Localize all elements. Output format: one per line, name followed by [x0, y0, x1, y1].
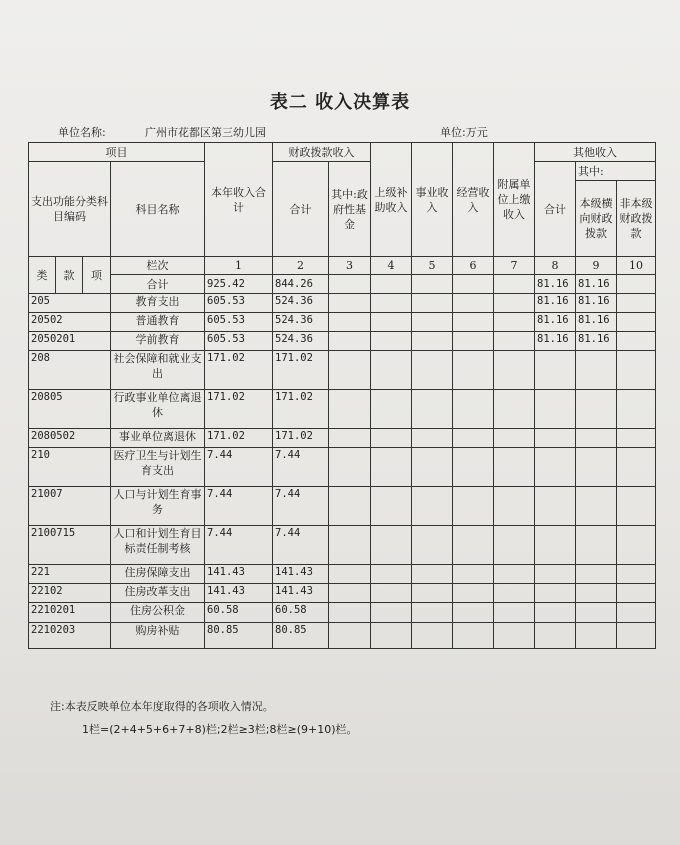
row-col-4 [371, 526, 412, 565]
table-row-total [29, 275, 656, 294]
header-other-b: 非本级财政拨款 [617, 181, 656, 257]
row-col-9 [576, 603, 617, 623]
table-row [29, 313, 656, 332]
row-code: 221 [29, 565, 111, 584]
row-col-9 [576, 526, 617, 565]
row-col-6 [453, 275, 494, 294]
row-col-7 [494, 313, 535, 332]
row-name: 人口与计划生育事务 [111, 487, 205, 526]
row-col-2: 171.02 [273, 390, 329, 429]
row-col-10 [617, 623, 656, 649]
row-col-8: 81.16 [535, 275, 576, 294]
table-row [29, 487, 656, 526]
row-name: 住房改革支出 [111, 584, 205, 603]
row-col-3 [329, 565, 371, 584]
row-name: 社会保障和就业支出 [111, 351, 205, 390]
row-col-5 [412, 275, 453, 294]
row-col-6 [453, 294, 494, 313]
row-col-5 [412, 313, 453, 332]
row-code: 2080502 [29, 429, 111, 448]
row-col-2: 60.58 [273, 603, 329, 623]
header-other-of: 其中: [576, 162, 656, 181]
row-col-2: 141.43 [273, 584, 329, 603]
row-col-6 [453, 332, 494, 351]
table-row [29, 448, 656, 487]
row-col-2: 524.36 [273, 332, 329, 351]
row-col-3 [329, 429, 371, 448]
row-col-4 [371, 584, 412, 603]
row-col-9 [576, 390, 617, 429]
row-col-10 [617, 313, 656, 332]
row-col-8 [535, 390, 576, 429]
row-col-6 [453, 526, 494, 565]
row-col-7 [494, 623, 535, 649]
row-col-9 [576, 487, 617, 526]
row-col-1: 80.85 [205, 623, 273, 649]
row-col-8 [535, 623, 576, 649]
table-body [29, 294, 656, 649]
row-col-5 [412, 390, 453, 429]
row-code: 21007 [29, 487, 111, 526]
income-table [28, 142, 656, 649]
col-index-4: 4 [371, 257, 412, 275]
unit-name: 广州市花都区第三幼儿园 [145, 126, 266, 139]
row-col-2: 80.85 [273, 623, 329, 649]
row-col-9: 81.16 [576, 332, 617, 351]
row-col-8 [535, 584, 576, 603]
col-index-9: 9 [576, 257, 617, 275]
row-col-8 [535, 487, 576, 526]
row-col-2: 844.26 [273, 275, 329, 294]
row-col-1: 7.44 [205, 526, 273, 565]
row-col-10 [617, 332, 656, 351]
row-col-1: 60.58 [205, 603, 273, 623]
header-subject-name: 科目名称 [111, 162, 205, 257]
header-lei: 类 [29, 257, 56, 294]
row-col-1: 141.43 [205, 584, 273, 603]
row-col-3 [329, 487, 371, 526]
row-col-3 [329, 294, 371, 313]
header-fiscal-total: 合计 [273, 162, 329, 257]
header-row-1 [29, 143, 656, 162]
row-code: 20805 [29, 390, 111, 429]
row-col-5 [412, 526, 453, 565]
row-col-9 [576, 584, 617, 603]
row-col-3 [329, 603, 371, 623]
row-col-10 [617, 584, 656, 603]
row-col-7 [494, 429, 535, 448]
row-col-4 [371, 294, 412, 313]
unit-label: 单位:万元 [440, 126, 488, 139]
row-col-1: 605.53 [205, 294, 273, 313]
header-kuan: 款 [56, 257, 83, 294]
table-row [29, 565, 656, 584]
row-code: 2210203 [29, 623, 111, 649]
table-row [29, 351, 656, 390]
row-name: 教育支出 [111, 294, 205, 313]
row-col-6 [453, 565, 494, 584]
row-col-10 [617, 294, 656, 313]
header-total-income: 本年收入合计 [205, 143, 273, 257]
row-col-5 [412, 448, 453, 487]
row-code: 2100715 [29, 526, 111, 565]
row-col-4 [371, 275, 412, 294]
row-col-5 [412, 584, 453, 603]
row-code: 208 [29, 351, 111, 390]
header-func-code: 支出功能分类科目编码 [29, 162, 111, 257]
row-col-10 [617, 565, 656, 584]
row-col-10 [617, 275, 656, 294]
row-col-8: 81.16 [535, 294, 576, 313]
row-col-5 [412, 565, 453, 584]
table-row [29, 332, 656, 351]
row-col-7 [494, 565, 535, 584]
column-index-row [29, 257, 656, 275]
row-col-1: 7.44 [205, 448, 273, 487]
row-col-1: 171.02 [205, 390, 273, 429]
row-code: 205 [29, 294, 111, 313]
row-col-10 [617, 603, 656, 623]
row-col-3 [329, 332, 371, 351]
row-col-8 [535, 429, 576, 448]
row-col-1: 171.02 [205, 429, 273, 448]
row-col-7 [494, 448, 535, 487]
col-index-6: 6 [453, 257, 494, 275]
header-xiang: 项 [83, 257, 111, 294]
row-col-1: 605.53 [205, 332, 273, 351]
table-row [29, 526, 656, 565]
header-other: 其他收入 [535, 143, 656, 162]
row-col-8 [535, 526, 576, 565]
header-fiscal-fund: 其中:政府性基金 [329, 162, 371, 257]
row-name: 合计 [111, 275, 205, 294]
row-col-8 [535, 448, 576, 487]
row-name: 医疗卫生与计划生育支出 [111, 448, 205, 487]
row-col-4 [371, 565, 412, 584]
row-col-3 [329, 448, 371, 487]
col-index-8: 8 [535, 257, 576, 275]
row-col-6 [453, 429, 494, 448]
row-col-6 [453, 584, 494, 603]
row-col-5 [412, 487, 453, 526]
row-col-1: 925.42 [205, 275, 273, 294]
row-col-7 [494, 294, 535, 313]
row-name: 普通教育 [111, 313, 205, 332]
row-col-8 [535, 603, 576, 623]
row-col-6 [453, 603, 494, 623]
row-col-7 [494, 487, 535, 526]
row-col-2: 7.44 [273, 526, 329, 565]
row-name: 购房补贴 [111, 623, 205, 649]
row-col-8 [535, 565, 576, 584]
row-name: 住房公积金 [111, 603, 205, 623]
row-name: 学前教育 [111, 332, 205, 351]
page-title: 表二 收入决算表 [269, 92, 411, 113]
row-col-2: 141.43 [273, 565, 329, 584]
row-col-7 [494, 584, 535, 603]
row-col-5 [412, 429, 453, 448]
unit-name-label: 单位名称: [58, 126, 106, 139]
row-col-10 [617, 390, 656, 429]
row-col-4 [371, 487, 412, 526]
row-col-9 [576, 565, 617, 584]
row-code: 20502 [29, 313, 111, 332]
table-row [29, 294, 656, 313]
table-row [29, 603, 656, 623]
row-col-9 [576, 429, 617, 448]
row-col-2: 171.02 [273, 351, 329, 390]
table-row [29, 390, 656, 429]
row-col-8: 81.16 [535, 313, 576, 332]
row-name: 行政事业单位离退休 [111, 390, 205, 429]
table-row [29, 429, 656, 448]
row-col-2: 7.44 [273, 448, 329, 487]
header-other-total: 合计 [535, 162, 576, 257]
col-index-2: 2 [273, 257, 329, 275]
row-col-9: 81.16 [576, 313, 617, 332]
col-index-5: 5 [412, 257, 453, 275]
row-col-3 [329, 351, 371, 390]
header-superior: 上级补助收入 [371, 143, 412, 257]
row-col-9 [576, 623, 617, 649]
row-col-4 [371, 313, 412, 332]
row-col-3 [329, 526, 371, 565]
row-name: 人口和计划生育目标责任制考核 [111, 526, 205, 565]
row-col-7 [494, 351, 535, 390]
row-col-4 [371, 448, 412, 487]
row-col-4 [371, 390, 412, 429]
row-col-2: 7.44 [273, 487, 329, 526]
row-col-1: 605.53 [205, 313, 273, 332]
row-col-3 [329, 275, 371, 294]
row-col-8: 81.16 [535, 332, 576, 351]
note-line-1: 注:本表反映单位本年度取得的各项收入情况。 [50, 700, 274, 713]
row-col-9: 81.16 [576, 275, 617, 294]
row-code: 2050201 [29, 332, 111, 351]
row-col-1: 141.43 [205, 565, 273, 584]
row-col-7 [494, 332, 535, 351]
row-col-6 [453, 448, 494, 487]
row-col-2: 171.02 [273, 429, 329, 448]
header-lanci: 栏次 [111, 257, 205, 275]
note-line-2: 1栏=(2+4+5+6+7+8)栏;2栏≥3栏;8栏≥(9+10)栏。 [82, 723, 358, 736]
row-code: 210 [29, 448, 111, 487]
header-fiscal: 财政拨款收入 [273, 143, 371, 162]
row-col-10 [617, 526, 656, 565]
header-xiangmu: 项目 [29, 143, 205, 162]
row-col-6 [453, 351, 494, 390]
row-col-4 [371, 603, 412, 623]
row-col-1: 7.44 [205, 487, 273, 526]
row-col-2: 524.36 [273, 294, 329, 313]
row-code: 22102 [29, 584, 111, 603]
row-col-6 [453, 390, 494, 429]
row-col-10 [617, 448, 656, 487]
row-col-4 [371, 429, 412, 448]
row-col-9 [576, 448, 617, 487]
row-col-3 [329, 623, 371, 649]
col-index-1: 1 [205, 257, 273, 275]
row-col-7 [494, 275, 535, 294]
row-col-7 [494, 603, 535, 623]
col-index-7: 7 [494, 257, 535, 275]
row-col-5 [412, 294, 453, 313]
row-col-7 [494, 390, 535, 429]
row-col-4 [371, 351, 412, 390]
header-operating: 经营收入 [453, 143, 494, 257]
row-col-3 [329, 390, 371, 429]
row-col-5 [412, 623, 453, 649]
row-col-3 [329, 584, 371, 603]
row-col-8 [535, 351, 576, 390]
header-business: 事业收入 [412, 143, 453, 257]
row-col-2: 524.36 [273, 313, 329, 332]
header-affiliated: 附属单位上缴收入 [494, 143, 535, 257]
row-code: 2210201 [29, 603, 111, 623]
header-row-2 [29, 162, 656, 181]
row-col-9: 81.16 [576, 294, 617, 313]
row-col-3 [329, 313, 371, 332]
row-col-6 [453, 313, 494, 332]
row-col-7 [494, 526, 535, 565]
row-name: 事业单位离退休 [111, 429, 205, 448]
row-col-6 [453, 623, 494, 649]
row-col-6 [453, 487, 494, 526]
row-col-10 [617, 351, 656, 390]
row-col-10 [617, 429, 656, 448]
row-name: 住房保障支出 [111, 565, 205, 584]
row-col-5 [412, 603, 453, 623]
row-col-4 [371, 623, 412, 649]
col-index-10: 10 [617, 257, 656, 275]
row-col-5 [412, 351, 453, 390]
header-other-a: 本级横向财政拨款 [576, 181, 617, 257]
row-col-5 [412, 332, 453, 351]
table-row [29, 623, 656, 649]
table-row [29, 584, 656, 603]
row-col-4 [371, 332, 412, 351]
row-col-9 [576, 351, 617, 390]
row-col-10 [617, 487, 656, 526]
col-index-3: 3 [329, 257, 371, 275]
row-col-1: 171.02 [205, 351, 273, 390]
